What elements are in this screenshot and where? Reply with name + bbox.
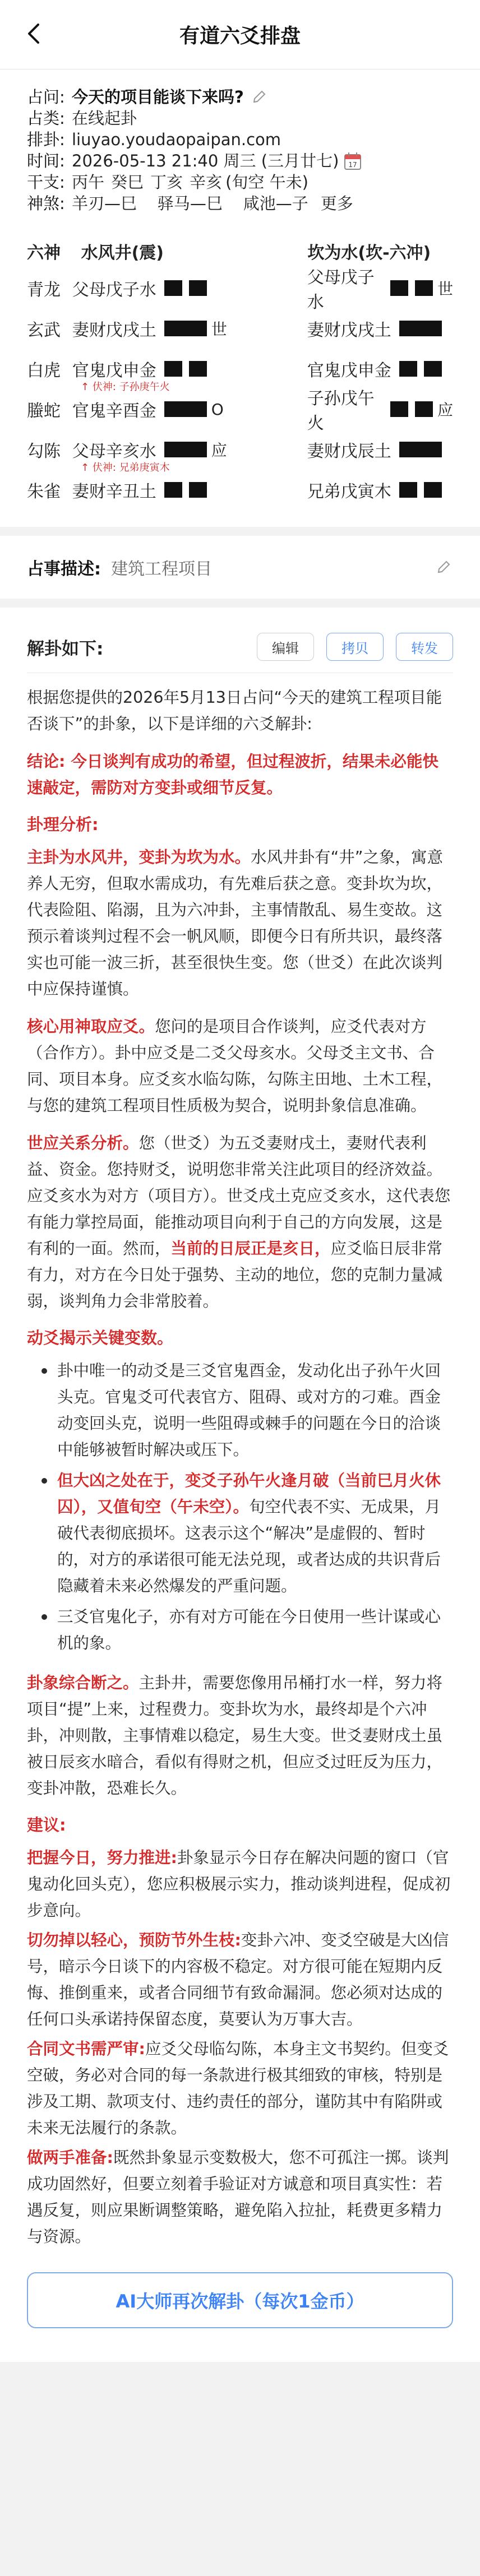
advice-item xyxy=(27,2144,453,2250)
changed-line xyxy=(274,316,453,341)
main-line-text: 妻财辛丑土 xyxy=(72,482,156,502)
interpretation-actions xyxy=(257,633,453,661)
page-title: 有道六爻排盘 xyxy=(179,25,301,48)
changed-line xyxy=(274,437,453,462)
moving-lines-heading: 动爻揭示关键变数。 xyxy=(27,1328,174,1347)
time-label: 时间: xyxy=(27,151,65,170)
ganzhi-xunkong: (旬空 午未) xyxy=(225,173,308,192)
time-row xyxy=(27,150,453,172)
ganzhi-hour: 辛亥 xyxy=(190,173,223,192)
header-six-gods: 六神 xyxy=(27,243,61,263)
body-text: 变卦六冲、变爻空破是大凶信号，暗示今日谈下的内容极不稳定。对方很可能在短期内反悔、推倒重来，或者合同细节有致命漏洞。您必须对达成的任何口头承诺持保留态度，莫要认为万事大吉。 xyxy=(27,1931,449,2028)
hexagram-table xyxy=(0,223,480,527)
six-god-label: 白虎 xyxy=(27,361,61,381)
yang-line-icon xyxy=(164,442,207,457)
analysis-paragraph-2 xyxy=(27,1013,453,1119)
body-text: 应爻临日辰非常有力，对方在今日处于强势、主动的地位，您的克制力量减弱，谈判角力会非常胶着。 xyxy=(27,1239,443,1310)
emphasis-text: 核心用神取应爻。 xyxy=(27,1017,155,1036)
category-label: 占类: xyxy=(27,109,65,128)
header-main-hexagram: 水风井(震) xyxy=(81,243,164,263)
divination-info xyxy=(0,70,480,223)
summary-paragraph xyxy=(27,1670,453,1801)
changed-line-text: 妻财戊辰土 xyxy=(307,442,391,461)
hexagram-header xyxy=(27,234,453,268)
main-line xyxy=(72,356,274,381)
emphasis-text: 但大凶之处在于，变爻子孙午火逢月破（当前巳月火休囚），又值旬空（午未空）。 xyxy=(57,1471,441,1516)
main-line-text: 官鬼辛酉金 xyxy=(72,401,156,421)
hexagram-line xyxy=(27,268,453,312)
yin-line-icon xyxy=(164,361,207,377)
yin-line-icon xyxy=(164,280,207,296)
yang-line-icon xyxy=(164,401,207,417)
body-text: 旬空代表不实、无成果，月破代表彻底损坏。这表示这个“解决”是虚假的、暂时的，对方的承诺很可能无法兑现，或者达成的共识背后隐藏着未来必然爆发的严重问题。 xyxy=(57,1498,441,1595)
changed-line xyxy=(274,356,453,381)
main-line-mark: 应 xyxy=(211,441,227,460)
hexagram-line xyxy=(27,308,453,349)
interpretation-header xyxy=(27,624,453,669)
changed-line xyxy=(274,263,453,313)
advice-list xyxy=(27,1845,453,2250)
body-text: 您问的是项目合作谈判，应爻代表对方（合作方）。卦中应爻是二爻父母亥水。父母爻主文书、合同、项目本身。应爻亥水临勾陈，勾陈主田地、土木工程，与您的建筑工程项目性质极为契合，说明卦象信息准确。 xyxy=(27,1017,443,1115)
yin-line-icon xyxy=(390,401,433,417)
shensha-label: 神煞: xyxy=(27,194,65,213)
yang-line-icon xyxy=(399,442,442,457)
main-line-mark: O xyxy=(211,400,224,419)
changed-line-text: 子孙戊午火 xyxy=(307,389,375,433)
question-value: 今天的项目能谈下来吗? xyxy=(72,87,244,106)
hexagram-lines xyxy=(27,268,453,510)
interpretation-title: 解卦如下: xyxy=(27,638,104,659)
share-button[interactable]: 转发 xyxy=(396,633,453,661)
emphasis-text: 把握今日，努力推进: xyxy=(27,1848,177,1867)
hexagram-line xyxy=(27,470,453,510)
changed-line-text: 妻财戊戌土 xyxy=(307,321,391,340)
yin-line-icon xyxy=(164,482,207,498)
six-god-label: 螣蛇 xyxy=(27,401,61,421)
emphasis-text: 主卦为水风井，变卦为坎为水。 xyxy=(27,848,251,867)
info-card xyxy=(0,70,480,527)
yang-line-icon xyxy=(399,321,442,336)
body-text: 卦象显示今日存在解决问题的窗口（官鬼动化回头克），您应积极展示实力，推动谈判进程，促成初步意向。 xyxy=(27,1848,451,1920)
emphasis-text: 卦象综合断之。 xyxy=(27,1674,139,1692)
shensha-value: 羊刃—巳 驿马—巳 咸池—子 xyxy=(72,194,308,213)
calendar-icon[interactable] xyxy=(342,150,363,172)
main-line-text: 父母辛亥水 xyxy=(72,442,156,461)
shensha-row xyxy=(27,193,453,214)
main-line xyxy=(72,316,274,341)
moving-lines-list xyxy=(27,1358,453,1656)
yin-line-icon xyxy=(390,280,433,296)
six-god-label: 朱雀 xyxy=(27,482,61,502)
source-row xyxy=(27,129,453,150)
main-line-mark: 世 xyxy=(211,320,227,339)
hexagram-line xyxy=(27,389,453,433)
main-line xyxy=(72,437,274,462)
main-line xyxy=(72,397,274,421)
body-text: 水风井卦有“井”之象，寓意养人无穷，但取水需成功，有先难后获之意。变卦坎为坎，代表险阻、陷溺，且为六冲卦，主事情散乱、易生变故。这预示着谈判过程不会一帆风顺，即便今日有所共识，最终落实也可能一波三折，甚至很快生变。您（世爻）在此次谈判中应保持谨慎。 xyxy=(27,848,444,998)
body-text: 卦中唯一的动爻是三爻官鬼酉金，发动化出子孙午火回头克。官鬼爻可代表官方、阻碍、或对方的刁难。酉金动变回头克，说明一些阻碍或棘手的问题在今日的洽谈中能够被暂时解决或压下。 xyxy=(57,1361,441,1459)
body-text: 您（世爻）为五爻妻财戌土，妻财代表利益、资金。您持财爻，说明您非常关注此项目的经济效益。应爻亥水为对方（项目方）。世爻戌土克应爻亥水，这代表您有能力掌控局面，能推动项目向利于自己的方向发展，这是有利的一面。然而， xyxy=(27,1134,451,1258)
hexagram-line xyxy=(27,349,453,393)
advice-item xyxy=(27,1845,453,1924)
analysis-paragraph-3 xyxy=(27,1130,453,1314)
yin-line-icon xyxy=(399,361,442,377)
description-row xyxy=(0,536,480,599)
emphasis-text: 切勿掉以轻心，预防节外生枝: xyxy=(27,1931,241,1949)
changed-line-text: 兄弟戊寅木 xyxy=(307,482,391,502)
body-text: 三爻官鬼化子，亦有对方可能在今日使用一些计谋或心机的象。 xyxy=(57,1607,441,1652)
copy-button[interactable]: 拷贝 xyxy=(326,633,384,661)
list-item xyxy=(41,1604,453,1656)
changed-line-text: 官鬼戊申金 xyxy=(307,361,391,381)
emphasis-text: 合同文书需严审: xyxy=(27,2040,145,2058)
analysis-paragraph-1 xyxy=(27,844,453,1002)
body-text: 应爻父母临勾陈，本身主文书契约。但变爻空破，务必对合同的每一条款进行极其细致的审核，特别是涉及工期、款项支付、违约责任的部分，谨防其中有陷阱或未来无法履行的条款。 xyxy=(27,2040,449,2137)
interpretation-section xyxy=(0,608,480,2362)
main-line-text: 父母戊子水 xyxy=(72,280,156,300)
question-label: 占问: xyxy=(27,87,65,106)
conclusion-text: 结论: 今日谈判有成功的希望，但过程波折，结果未必能快速敲定，需防对方变卦或细节反复。 xyxy=(27,752,439,797)
ganzhi-day: 丁亥 xyxy=(150,173,183,192)
body-text: 既然卦象显示变数极大，您不可孤注一掷。谈判成功固然好，但要立刻着手验证对方诚意和项目真实性：若遇反复，则应果断调整策略，避免陷入拉扯，耗费更多精力与资源。 xyxy=(27,2148,449,2246)
changed-line-mark: 应 xyxy=(437,401,453,419)
description-label: 占事描述: xyxy=(27,559,101,579)
list-item xyxy=(41,1358,453,1463)
emphasis-text: 做两手准备: xyxy=(27,2148,113,2167)
header-changed-hexagram: 坎为水(坎-六冲) xyxy=(307,243,431,263)
main-line-text: 妻财戊戌土 xyxy=(72,321,156,340)
advice-item xyxy=(27,2036,453,2141)
top-bar xyxy=(0,0,480,70)
analysis-heading: 卦理分析: xyxy=(27,815,99,834)
question-row xyxy=(27,86,453,108)
ai-reinterpret-button[interactable]: AI大师再次解卦（每次1金币） xyxy=(27,2272,453,2328)
changed-line xyxy=(274,384,453,434)
ganzhi-label: 干支: xyxy=(27,173,65,192)
main-line-text: 官鬼戊申金 xyxy=(72,361,156,381)
chevron-left-icon[interactable] xyxy=(22,21,47,46)
emphasis-text: 世应关系分析。 xyxy=(27,1134,139,1152)
category-value: 在线起卦 xyxy=(72,109,137,128)
six-god-label: 勾陈 xyxy=(27,442,61,461)
hidden-spirit-note: ↑ 伏神: 子孙庚午火 xyxy=(81,381,170,393)
emphasis-text: 当前的日辰正是亥日， xyxy=(170,1239,331,1258)
time-value: 2026-05-13 21:40 周三 (三月廿七) xyxy=(72,151,339,170)
six-god-label: 青龙 xyxy=(27,280,61,300)
ganzhi-month: 癸巳 xyxy=(111,173,144,192)
more-link[interactable]: 更多 xyxy=(320,194,353,213)
changed-line-mark: 世 xyxy=(437,280,453,298)
pencil-icon[interactable] xyxy=(250,87,269,106)
changed-line-text: 父母戊子水 xyxy=(307,268,375,312)
intro-text: 根据您提供的2026年5月13日占问“今天的建筑工程项目能否谈下”的卦象，以下是详细的六爻解卦: xyxy=(27,688,442,733)
category-row xyxy=(27,108,453,129)
source-value: liuyao.youdaopaipan.com xyxy=(72,130,281,149)
ganzhi-row xyxy=(27,172,453,193)
changed-line xyxy=(274,478,453,502)
yang-line-icon xyxy=(164,321,207,336)
advice-heading: 建议: xyxy=(27,1815,66,1834)
advice-item xyxy=(27,1927,453,2032)
list-item xyxy=(41,1467,453,1599)
yin-line-icon xyxy=(399,482,442,498)
main-line xyxy=(72,276,274,300)
pencil-icon[interactable] xyxy=(434,558,453,577)
svg-text:17: 17 xyxy=(348,161,358,169)
hexagram-line xyxy=(27,429,453,474)
six-god-label: 玄武 xyxy=(27,321,61,340)
edit-button[interactable]: 编辑 xyxy=(257,633,314,661)
main-line xyxy=(72,478,274,502)
ganzhi-year: 丙午 xyxy=(72,173,105,192)
description-value: 建筑工程项目 xyxy=(111,559,212,579)
source-label: 排卦: xyxy=(27,130,65,149)
body-text: 主卦井，需要您像用吊桶打水一样，努力将项目“提”上来，过程费力。变卦坎为水，最终却是个六冲卦，冲则散，主事情难以稳定，易生大变。世爻妻财戌土虽被日辰亥水暗合，看似有得财之机，但应爻过旺反为压力，变卦冲散，恐难长久。 xyxy=(27,1674,443,1797)
hidden-spirit-note: ↑ 伏神: 兄弟庚寅木 xyxy=(81,462,170,474)
